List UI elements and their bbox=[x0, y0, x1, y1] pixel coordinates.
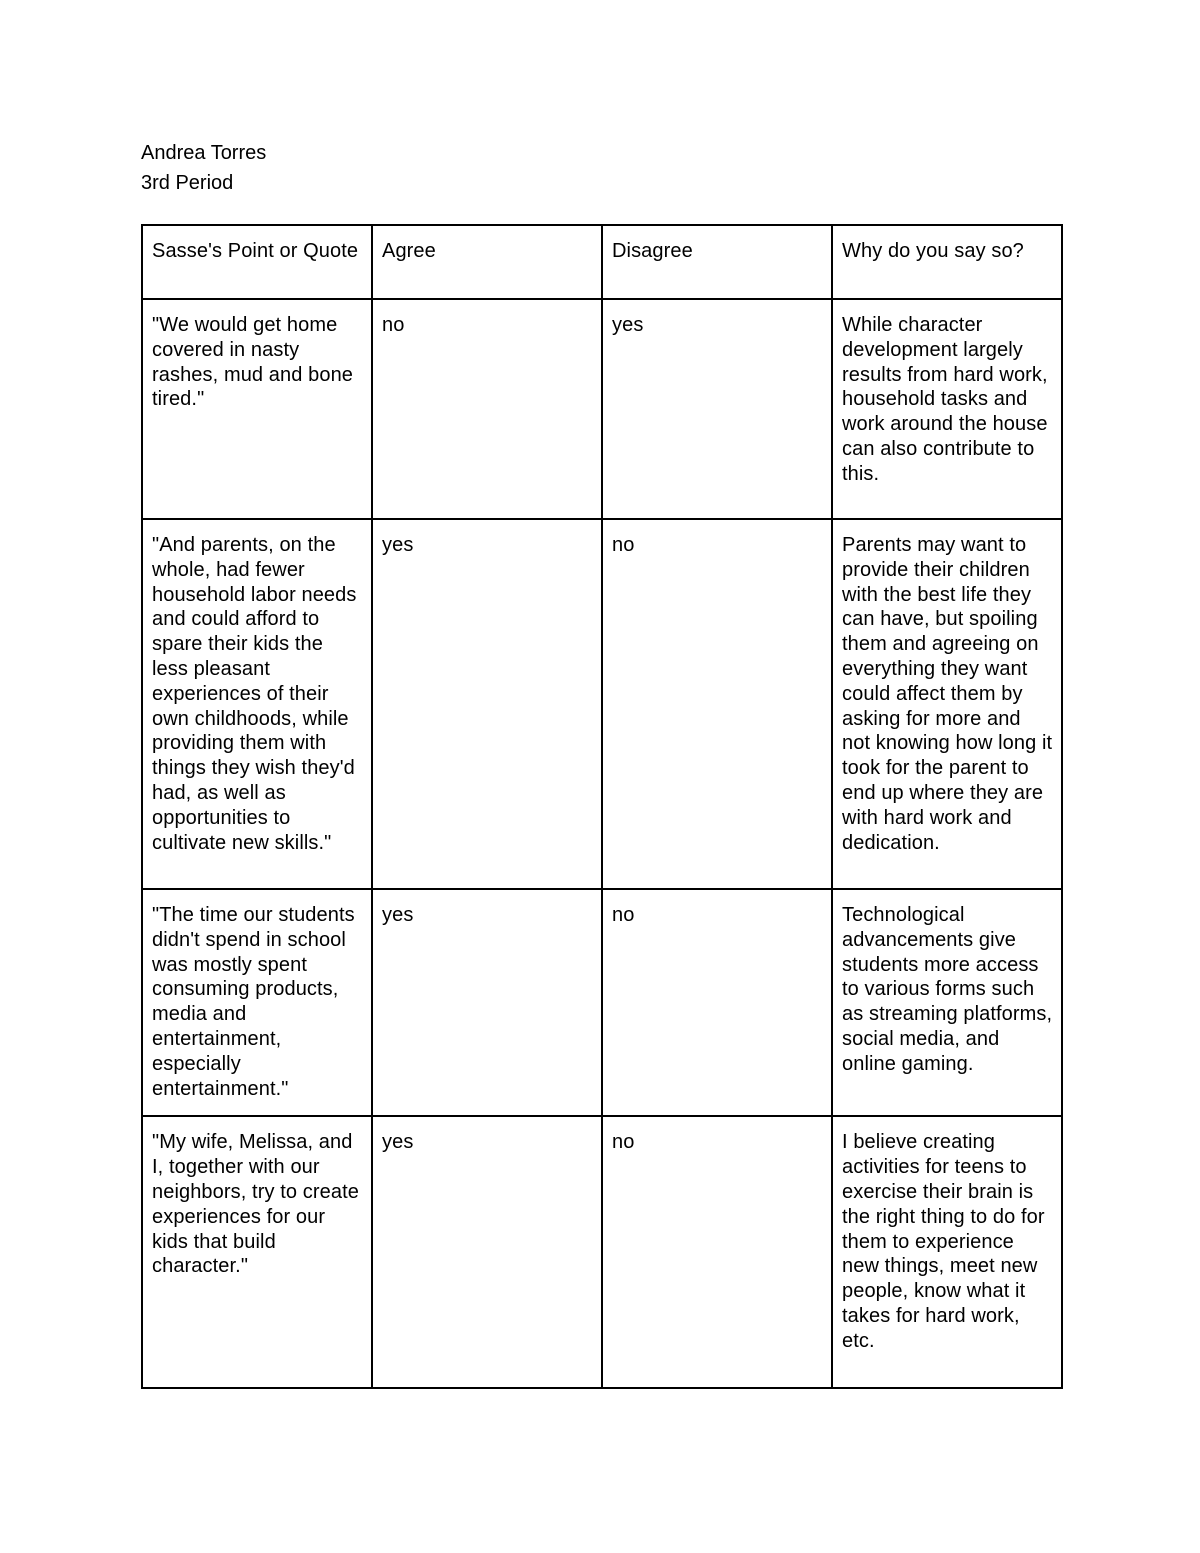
quote-cell: "My wife, Melissa, and I, together with our neighbors, try to create experiences for our kids that build character." bbox=[142, 1116, 372, 1388]
table-row bbox=[142, 519, 1062, 889]
disagree-cell: no bbox=[602, 889, 832, 1116]
class-period: 3rd Period bbox=[141, 172, 234, 194]
disagree-cell: no bbox=[602, 1116, 832, 1388]
disagree-cell: no bbox=[602, 519, 832, 889]
quote-analysis-table bbox=[141, 224, 1063, 1389]
agree-cell: yes bbox=[372, 889, 602, 1116]
agree-cell: yes bbox=[372, 1116, 602, 1388]
why-cell: While character development largely results from hard work, household tasks and work around the house can also contribute to this. bbox=[832, 299, 1062, 519]
column-header-quote: Sasse's Point or Quote bbox=[142, 225, 372, 299]
agree-cell: no bbox=[372, 299, 602, 519]
quote-cell: "We would get home covered in nasty rashes, mud and bone tired." bbox=[142, 299, 372, 519]
table-row bbox=[142, 299, 1062, 519]
column-header-disagree: Disagree bbox=[602, 225, 832, 299]
table-header-row bbox=[142, 225, 1062, 299]
disagree-cell: yes bbox=[602, 299, 832, 519]
table-row bbox=[142, 889, 1062, 1116]
quote-cell: "And parents, on the whole, had fewer household labor needs and could afford to spare their kids the less pleasant experiences of their own childhoods, while providing them with things they wish they'd had, as well as opportunities to cultivate new skills." bbox=[142, 519, 372, 889]
table-row bbox=[142, 1116, 1062, 1388]
why-cell: Technological advancements give students more access to various forms such as streaming platforms, social media, and online gaming. bbox=[832, 889, 1062, 1116]
column-header-why: Why do you say so? bbox=[832, 225, 1062, 299]
why-cell: Parents may want to provide their children with the best life they can have, but spoiling them and agreeing on everything they want could affect them by asking for more and not knowing how long it took for the parent to end up where they are with hard work and dedication. bbox=[832, 519, 1062, 889]
student-name: Andrea Torres bbox=[141, 142, 267, 164]
quote-cell: "The time our students didn't spend in school was mostly spent consuming products, media and entertainment, especially entertainment." bbox=[142, 889, 372, 1116]
document-header bbox=[141, 138, 266, 198]
why-cell: I believe creating activities for teens to exercise their brain is the right thing to do for them to experience new things, meet new people, know what it takes for hard work, etc. bbox=[832, 1116, 1062, 1388]
agree-cell: yes bbox=[372, 519, 602, 889]
column-header-agree: Agree bbox=[372, 225, 602, 299]
